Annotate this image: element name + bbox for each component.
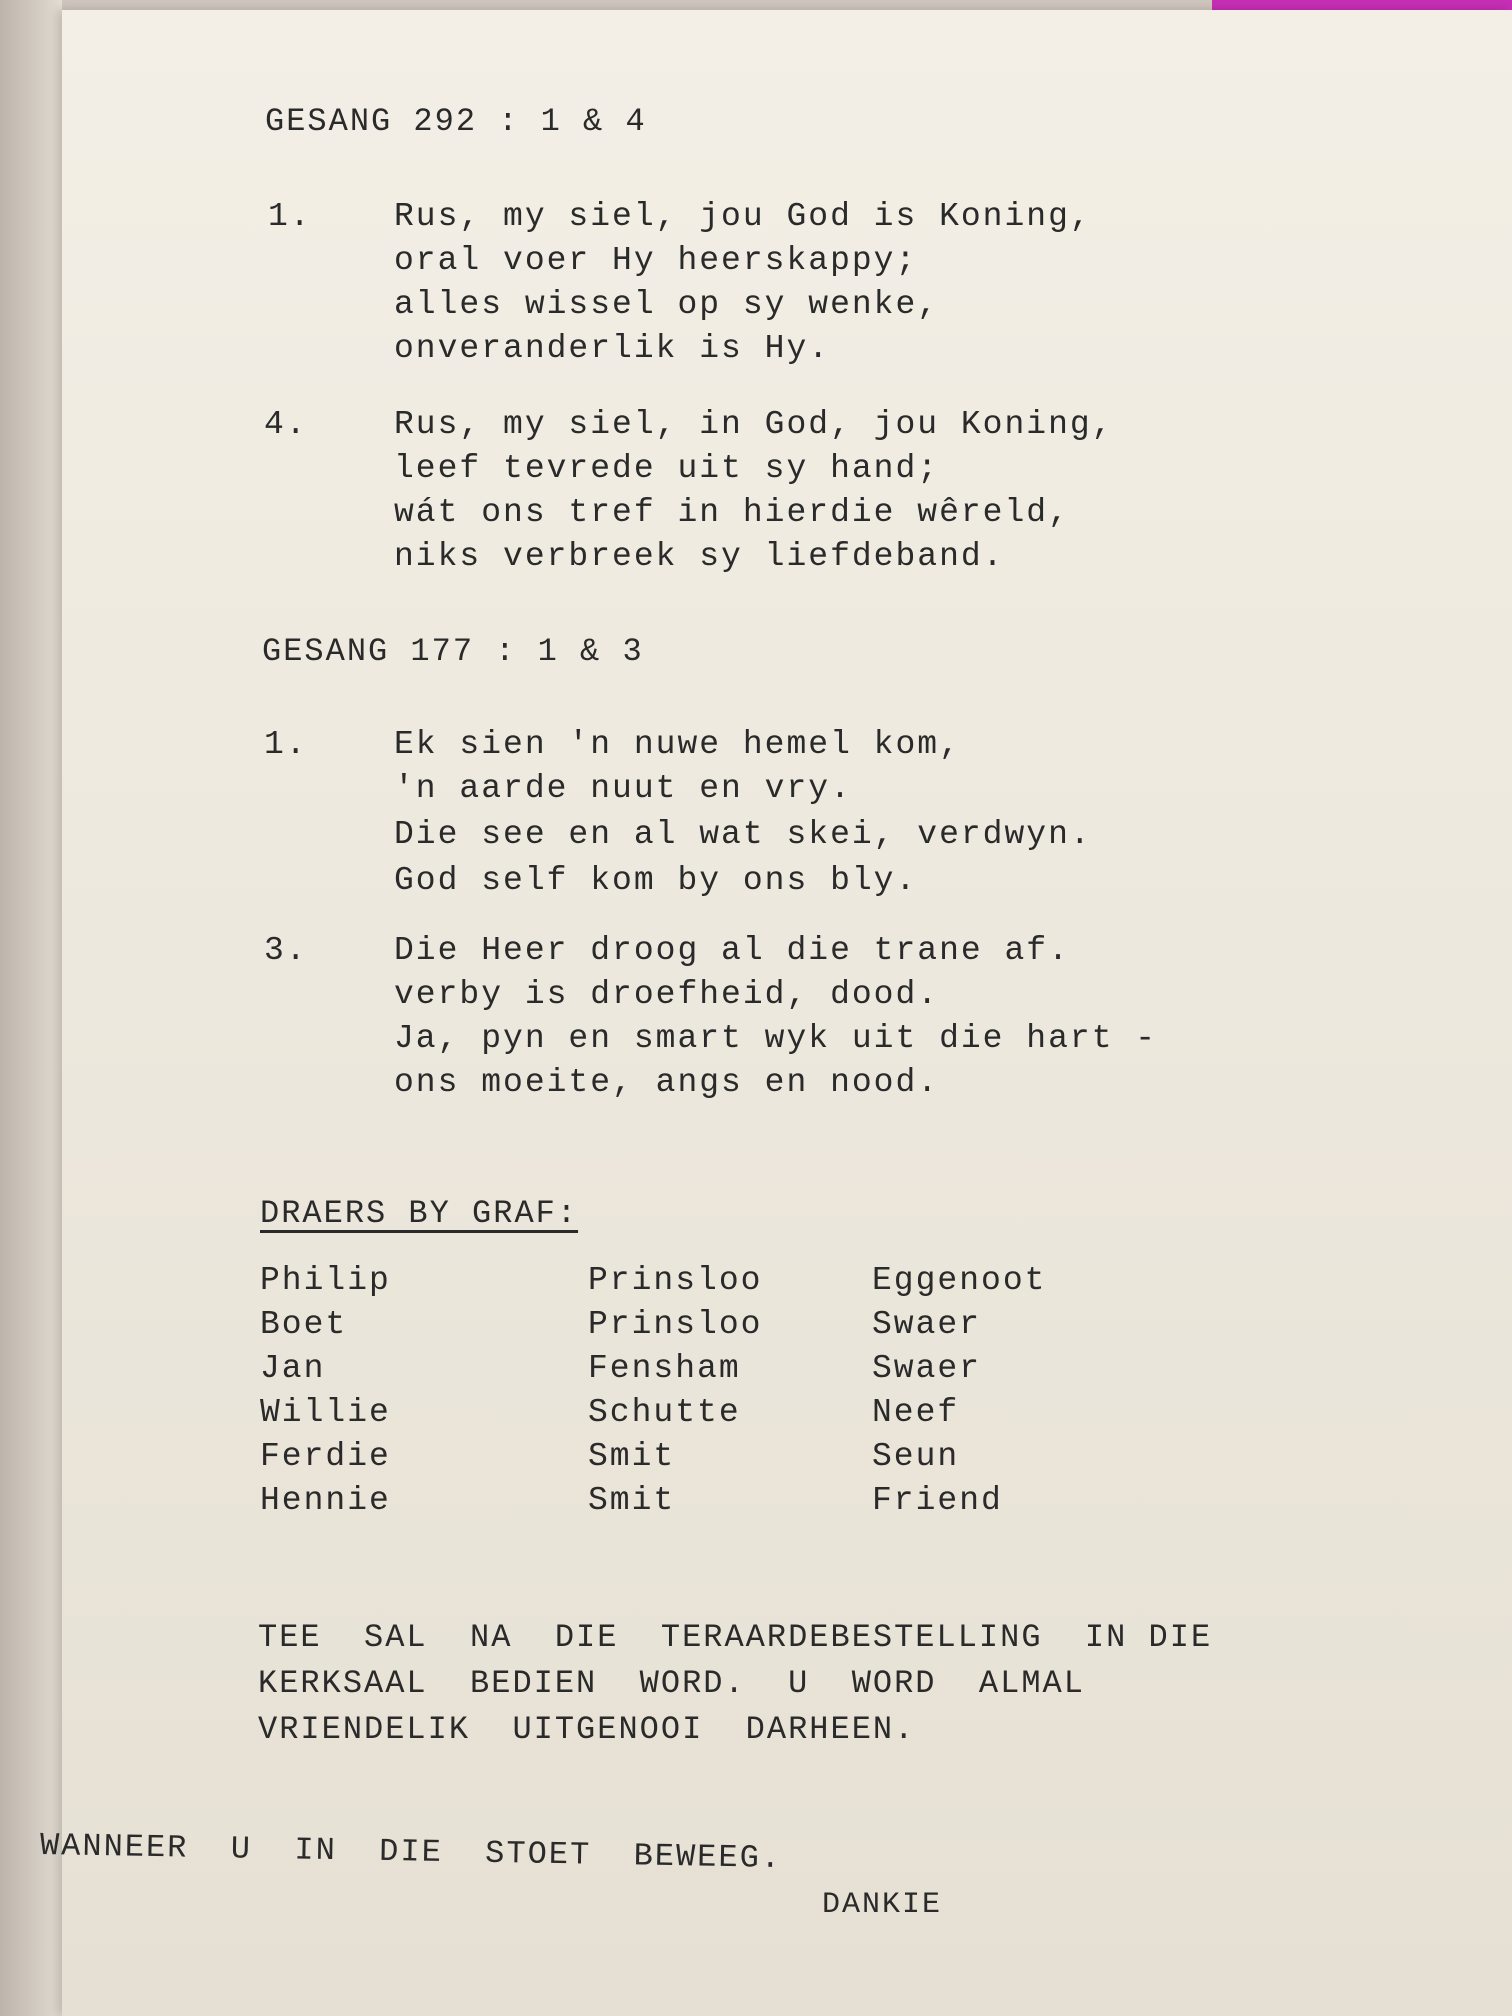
verse-line: Ek sien 'n nuwe hemel kom, bbox=[394, 726, 961, 763]
bearer-first-name: Boet bbox=[260, 1306, 348, 1343]
verse-number: 1. bbox=[268, 198, 312, 235]
verse-line: niks verbreek sy liefdeband. bbox=[394, 538, 1005, 575]
verse-number: 4. bbox=[264, 406, 308, 443]
verse-line: alles wissel op sy wenke, bbox=[394, 286, 940, 323]
notice-line: TEE SAL NA DIE TERAARDEBESTELLING IN DIE bbox=[258, 1619, 1213, 1656]
verse-line: Die see en al wat skei, verdwyn. bbox=[394, 816, 1092, 853]
hymn-title: GESANG 292 : 1 & 4 bbox=[265, 103, 647, 140]
bearer-relation: Swaer bbox=[872, 1350, 982, 1387]
verse-line: 'n aarde nuut en vry. bbox=[394, 770, 852, 807]
verse-line: wát ons tref in hierdie wêreld, bbox=[394, 494, 1070, 531]
bearer-first-name: Hennie bbox=[260, 1482, 391, 1519]
notice-line: VRIENDELIK UITGENOOI DARHEEN. bbox=[258, 1711, 916, 1748]
verse-line: Die Heer droog al die trane af. bbox=[394, 932, 1070, 969]
bearer-surname: Smit bbox=[588, 1482, 676, 1519]
procession-line: WANNEER U IN DIE STOET BEWEEG. bbox=[39, 1827, 783, 1877]
verse-line: oral voer Hy heerskappy; bbox=[394, 242, 918, 279]
bearer-first-name: Jan bbox=[260, 1350, 326, 1387]
bearer-surname: Fensham bbox=[588, 1350, 741, 1387]
verse-line: Rus, my siel, in God, jou Koning, bbox=[394, 406, 1114, 443]
bearer-surname: Schutte bbox=[588, 1394, 741, 1431]
bearer-relation: Friend bbox=[872, 1482, 1003, 1519]
verse-line: onveranderlik is Hy. bbox=[394, 330, 831, 367]
bearer-first-name: Willie bbox=[260, 1394, 391, 1431]
verse-line: God self kom by ons bly. bbox=[394, 862, 918, 899]
bearer-relation: Neef bbox=[872, 1394, 960, 1431]
bearers-heading: DRAERS BY GRAF: bbox=[260, 1195, 579, 1232]
hymn-title: GESANG 177 : 1 & 3 bbox=[262, 633, 644, 670]
bearer-first-name: Philip bbox=[260, 1262, 391, 1299]
bearer-surname: Prinsloo bbox=[588, 1262, 763, 1299]
bearer-relation: Seun bbox=[872, 1438, 960, 1475]
verse-line: verby is droefheid, dood. bbox=[394, 976, 940, 1013]
bearer-surname: Prinsloo bbox=[588, 1306, 763, 1343]
page-fold-edge bbox=[0, 0, 62, 2016]
verse-line: leef tevrede uit sy hand; bbox=[394, 450, 940, 487]
notice-line: KERKSAAL BEDIEN WORD. U WORD ALMAL bbox=[258, 1665, 1085, 1702]
bearer-surname: Smit bbox=[588, 1438, 676, 1475]
verse-line: ons moeite, angs en nood. bbox=[394, 1064, 940, 1101]
bearer-relation: Eggenoot bbox=[872, 1262, 1047, 1299]
verse-line: Ja, pyn en smart wyk uit die hart - bbox=[394, 1020, 1158, 1057]
bearer-first-name: Ferdie bbox=[260, 1438, 391, 1475]
thanks-text: DANKIE bbox=[822, 1888, 943, 1922]
verse-number: 3. bbox=[264, 932, 308, 969]
verse-line: Rus, my siel, jou God is Koning, bbox=[394, 198, 1092, 235]
bearer-relation: Swaer bbox=[872, 1306, 982, 1343]
verse-number: 1. bbox=[264, 726, 308, 763]
